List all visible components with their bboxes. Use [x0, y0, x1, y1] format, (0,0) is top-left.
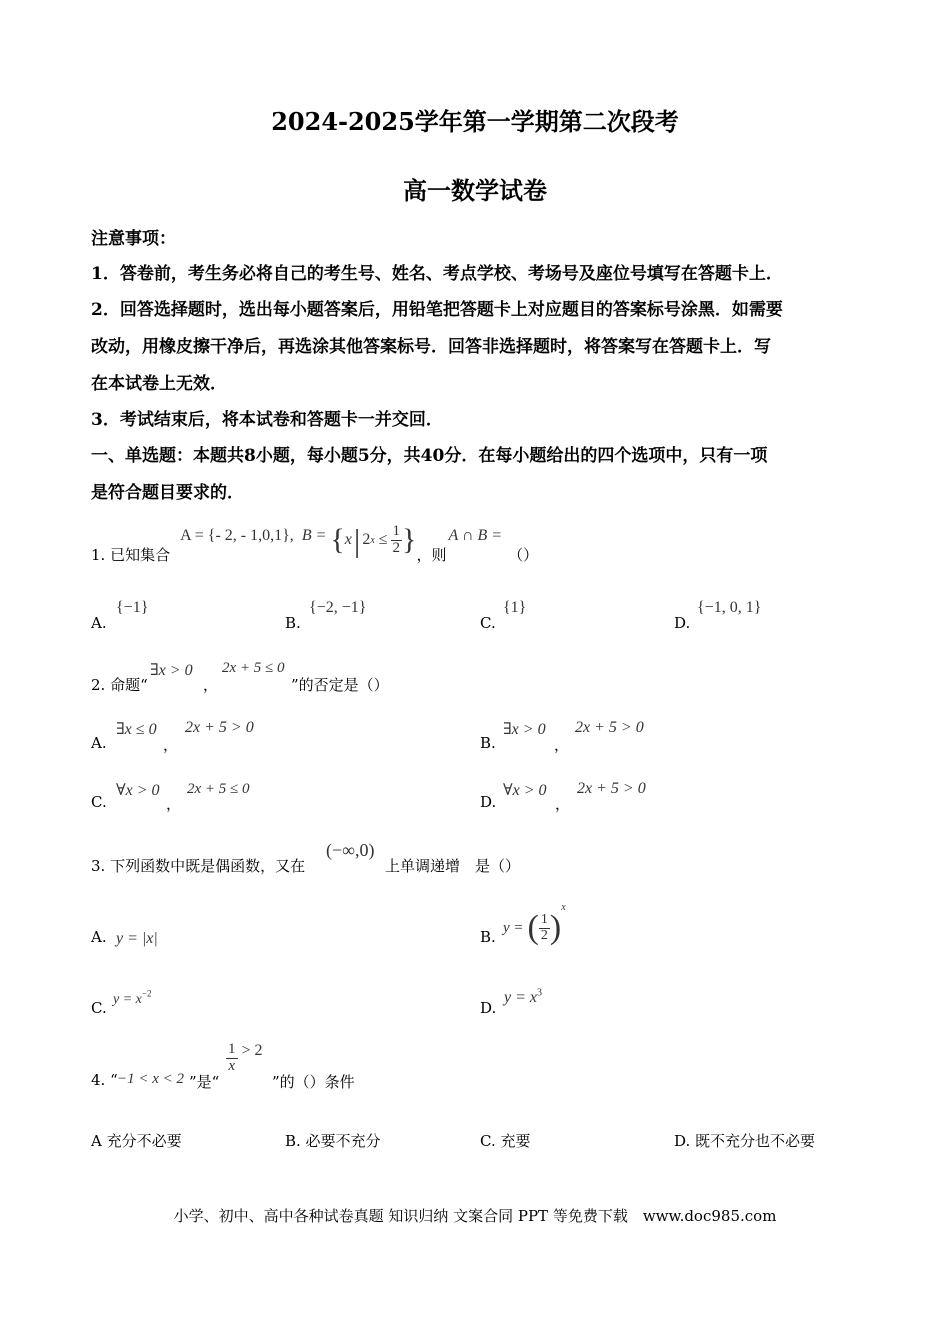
- q4-option-c: C. 充要: [480, 1132, 531, 1150]
- q4-mid: ”是“: [189, 1073, 220, 1091]
- q1-frac-num: 1: [392, 522, 401, 539]
- q4-prefix: 4. “: [91, 1071, 118, 1089]
- q3-option-b-num: 1: [540, 911, 548, 927]
- q1-option-c-letter: C.: [480, 614, 496, 632]
- q1-prefix: 1. 已知集合: [91, 546, 171, 564]
- q4-den: x: [228, 1057, 236, 1074]
- q1-option-b: {−2, −1}: [309, 599, 367, 616]
- q2-option-a-letter: A.: [91, 734, 107, 752]
- q1-option-d-letter: D.: [674, 614, 691, 632]
- notice-heading: 注意事项：: [91, 229, 176, 249]
- q3-interval: (−∞,0): [326, 840, 375, 860]
- q2-option-d-math-2: 2x + 5 > 0: [577, 780, 646, 797]
- q3-option-a-letter: A.: [91, 928, 107, 946]
- section-heading-cont: 是符合题目要求的．: [91, 483, 244, 503]
- q2-option-d-sep: ，: [555, 795, 571, 813]
- q4-fraction: [226, 1042, 238, 1075]
- q1-fraction: [391, 524, 403, 557]
- q2-option-c-sep: ，: [166, 795, 182, 813]
- q2-option-a-math-2: 2x + 5 > 0: [185, 719, 254, 736]
- q1-paren: （）: [508, 546, 539, 564]
- q2-option-d-math-1: ∀x > 0: [503, 782, 547, 799]
- q4-option-a: A 充分不必要: [91, 1132, 182, 1150]
- q1-set-b-var: x: [344, 531, 352, 548]
- q1-bar: |: [353, 521, 361, 558]
- question-1: [91, 515, 538, 565]
- q1-option-b-letter: B.: [285, 614, 301, 632]
- page-footer: 小学、初中、高中各种试卷真题 知识归纳 文案合同 PPT 等免费下载 www.doc985.com: [173, 1207, 777, 1225]
- q3-option-a: y = |x|: [116, 930, 158, 947]
- q4-gt: > 2: [241, 1042, 263, 1060]
- q1-option-a: {−1}: [116, 599, 149, 616]
- q4-option-d: D. 既不充分也不必要: [674, 1132, 816, 1150]
- q4-math-1: −1 < x < 2: [117, 1071, 185, 1087]
- q1-cond-exp: x: [370, 534, 375, 546]
- notice-item-2-cont: 改动，用橡皮擦干净后，再选涂其他答案标号．回答非选择题时，将答案写在答题卡上．写: [91, 337, 771, 357]
- q4-option-b: B. 必要不充分: [285, 1132, 381, 1150]
- q3-option-b-paren-open: (: [527, 909, 539, 946]
- q3-option-d-base: y = x: [504, 989, 537, 1006]
- notice-item-3: 3．考试结束后，将本试卷和答题卡一并交回．: [91, 410, 443, 430]
- q2-option-d-letter: D.: [480, 793, 497, 811]
- q1-set-a: A = {- 2, - 1,0,1},: [180, 527, 294, 544]
- q2-prefix: 2. 命题“: [91, 676, 148, 694]
- q3-option-d-letter: D.: [480, 999, 497, 1017]
- q3-option-c: [113, 988, 151, 1008]
- q4-suffix: ”的（）条件: [272, 1073, 355, 1091]
- q1-expr: A ∩ B =: [448, 527, 503, 544]
- q3-suffix: 上单调递增 是（）: [385, 857, 521, 875]
- q2-option-b-letter: B.: [480, 734, 496, 752]
- q1-option-d: {−1, 0, 1}: [697, 599, 762, 616]
- q3-option-b-paren-close: ): [549, 909, 562, 946]
- q2-option-a-sep: ，: [163, 736, 179, 754]
- q2-math-2: 2x + 5 ≤ 0: [222, 660, 285, 676]
- q2-option-c-math-1: ∀x > 0: [116, 782, 160, 799]
- q2-option-a-math-1: ∃x ≤ 0: [116, 721, 157, 738]
- q1-cond-base: 2: [362, 531, 371, 548]
- q3-prefix: 3. 下列函数中既是偶函数，又在: [91, 857, 306, 875]
- q1-option-c: {1}: [503, 599, 527, 616]
- notice-item-2: 2．回答选择题时，选出每小题答案后，用铅笔把答题卡上对应题目的答案标号涂黑．如需要: [91, 300, 783, 320]
- exam-subtitle: 高一数学试卷: [403, 176, 547, 205]
- q2-suffix: ”的否定是（）: [291, 676, 389, 694]
- q2-option-b-sep: ，: [554, 736, 570, 754]
- q3-option-b-exp: x: [561, 902, 566, 913]
- q3-option-b-letter: B.: [480, 928, 496, 946]
- q2-option-c-letter: C.: [91, 793, 107, 811]
- q3-option-d-exp: 3: [537, 987, 542, 999]
- notice-item-2-end: 在本试卷上无效．: [91, 374, 227, 394]
- q3-option-c-letter: C.: [91, 999, 107, 1017]
- q1-le: ≤: [378, 531, 388, 548]
- q1-brace-close: }: [402, 523, 417, 556]
- q1-set-b-lhs: B =: [301, 527, 327, 544]
- q3-option-b-lhs: y =: [503, 919, 524, 936]
- q2-comma: ，: [203, 676, 219, 694]
- q4-num: 1: [228, 1041, 236, 1057]
- q3-option-b: [503, 902, 566, 954]
- q1-brace-open: {: [330, 523, 345, 556]
- notice-item-1: 1．答卷前，考生务必将自己的考生号、姓名、考点学校、考场号及座位号填写在答题卡上．: [91, 264, 783, 284]
- q1-option-a-letter: A.: [91, 614, 107, 632]
- q2-math-1: ∃x > 0: [150, 662, 193, 679]
- q2-option-b-math-2: 2x + 5 > 0: [575, 719, 644, 736]
- q4-inequality: [226, 1042, 263, 1075]
- q1-frac-den: 2: [392, 539, 401, 556]
- q1-then: ，则: [416, 546, 447, 564]
- q2-option-b-math-1: ∃x > 0: [503, 721, 546, 738]
- q3-option-c-exp: −2: [141, 988, 152, 999]
- q3-option-c-base: y = x: [113, 992, 142, 1007]
- q3-option-d: [504, 987, 542, 1007]
- section-heading: 一、单选题：本题共8小题，每小题5分，共40分．在每小题给出的四个选项中，只有一项: [91, 446, 768, 466]
- q2-option-c-math-2: 2x + 5 ≤ 0: [187, 781, 250, 797]
- exam-title: 2024-2025学年第一学期第二次段考: [271, 107, 679, 136]
- q3-option-b-fraction: [539, 913, 550, 943]
- q3-option-b-den: 2: [540, 927, 548, 943]
